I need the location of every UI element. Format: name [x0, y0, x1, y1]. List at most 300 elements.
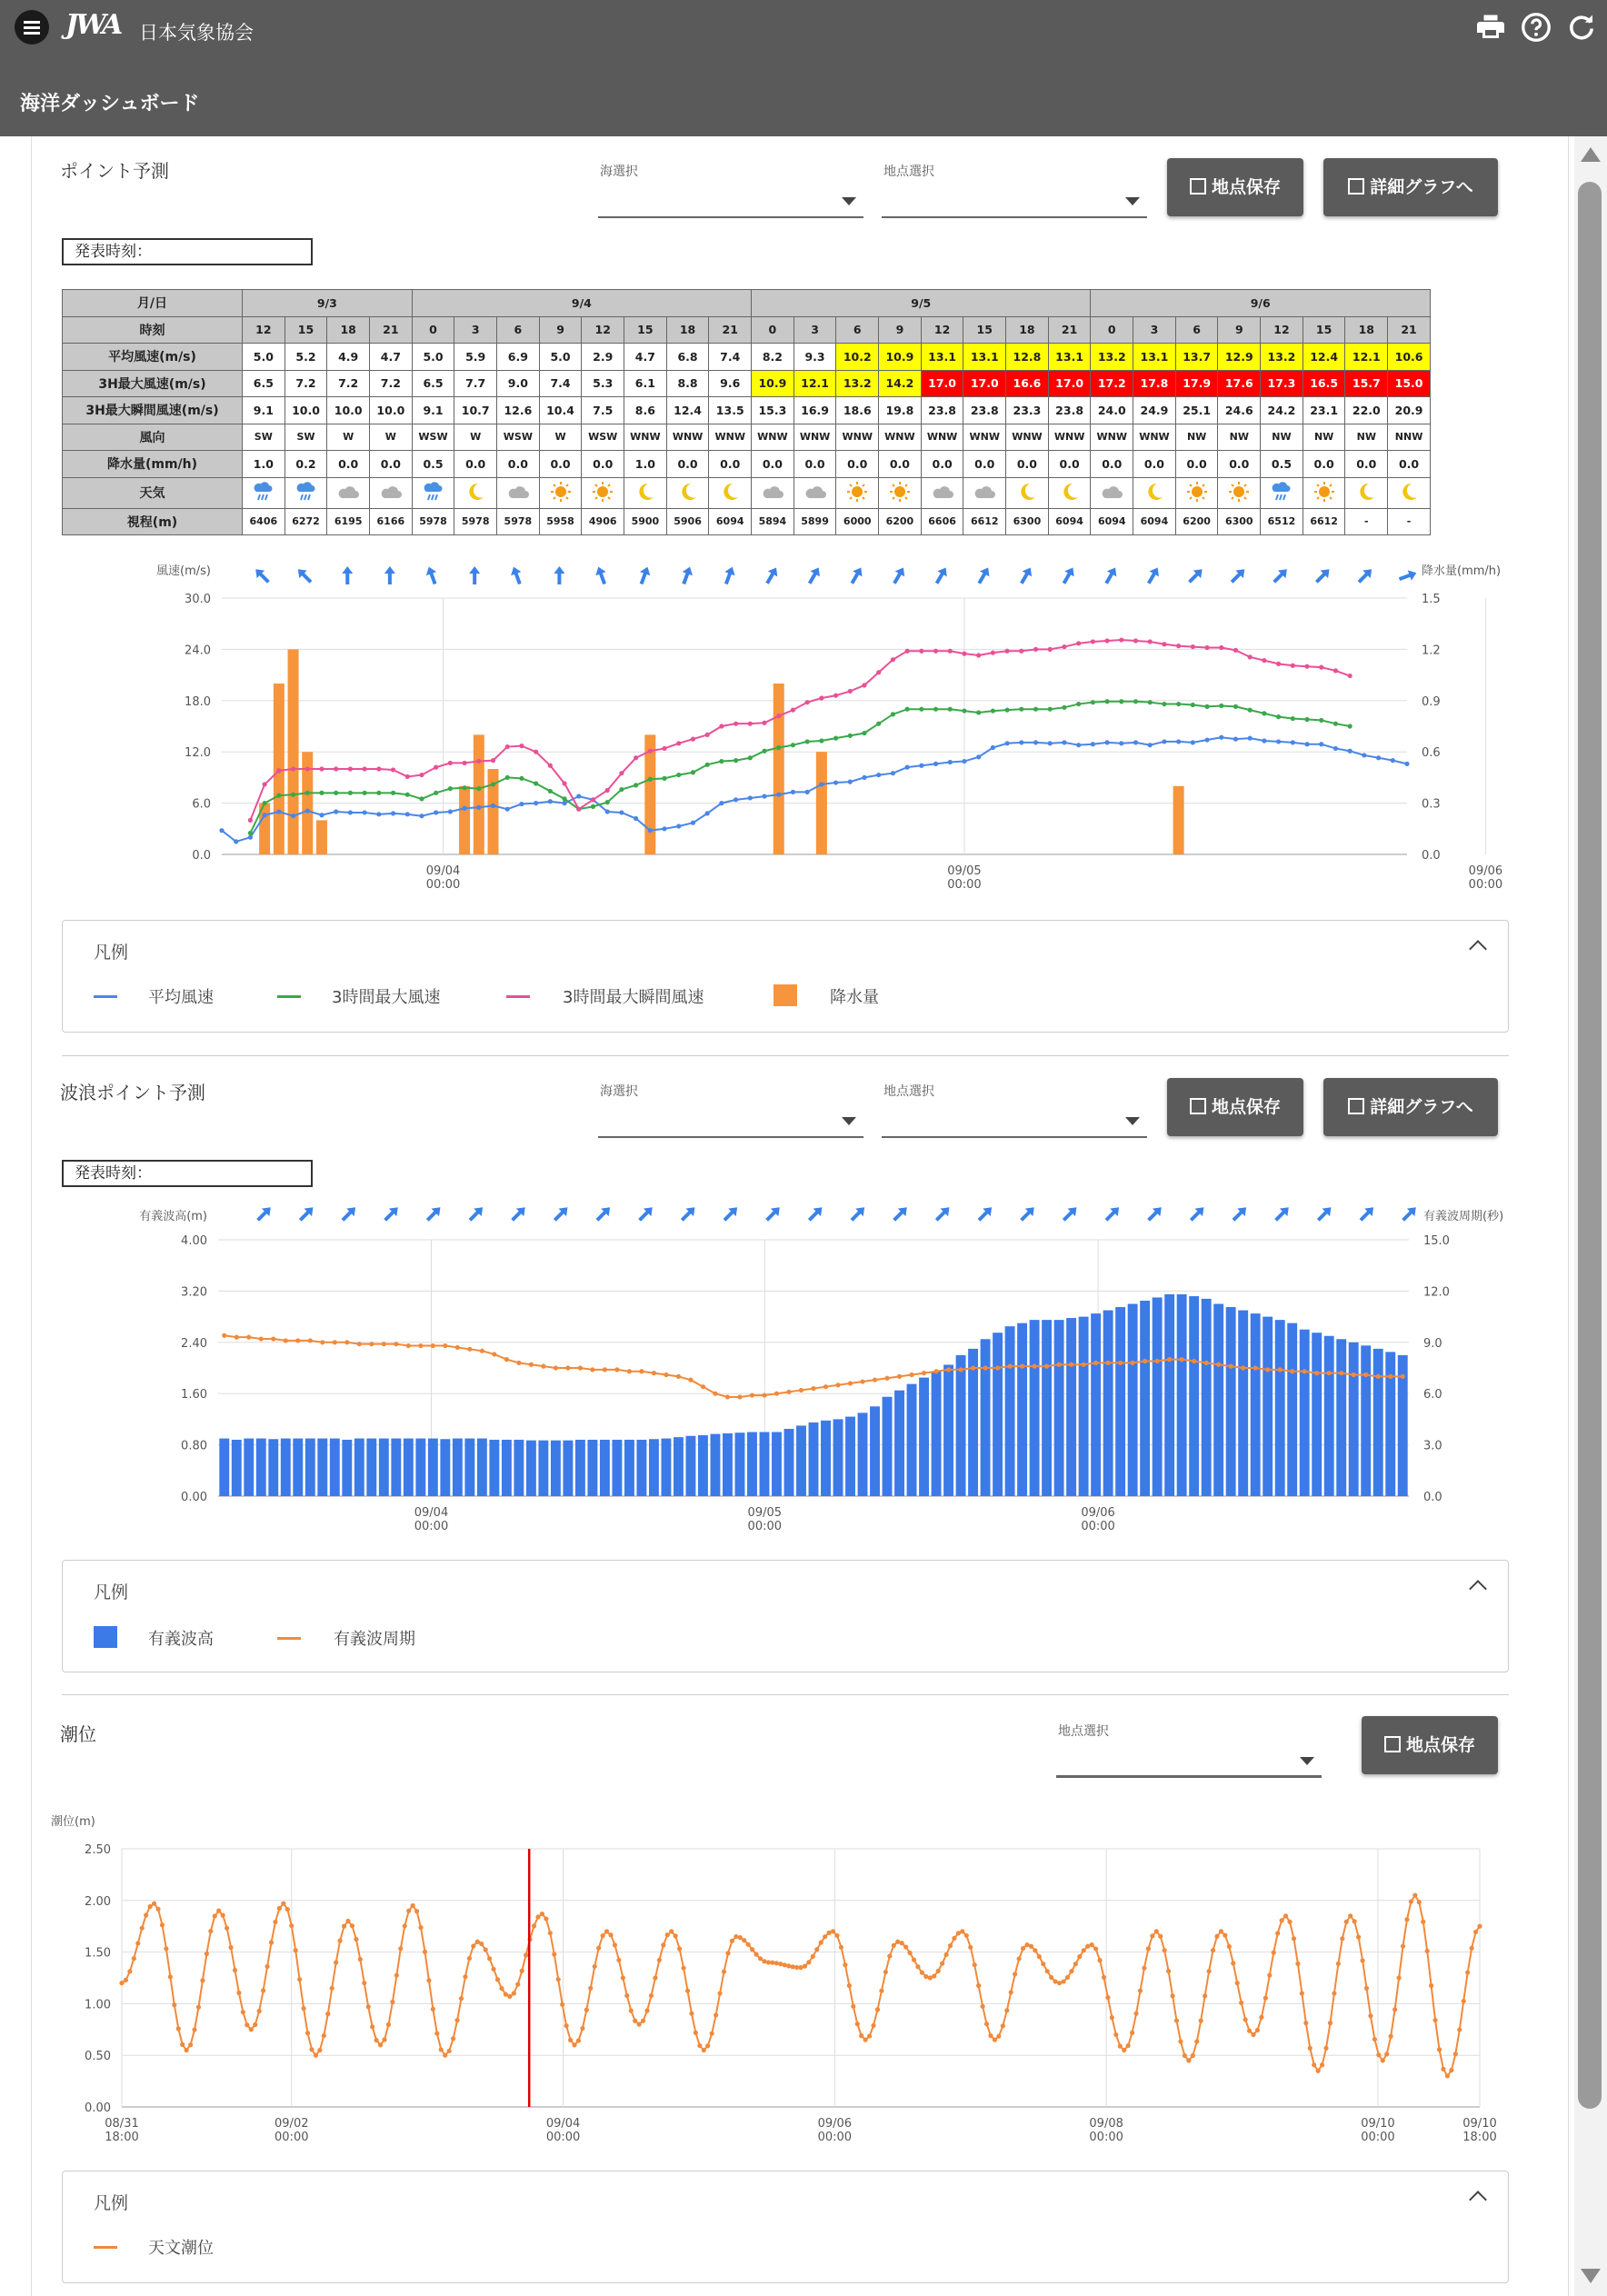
data-point [748, 755, 753, 760]
print-icon[interactable] [1474, 11, 1507, 44]
data-point [391, 791, 395, 795]
data-point [451, 2036, 455, 2041]
data-point [196, 2005, 201, 2010]
scrollbar[interactable] [1574, 136, 1607, 2296]
data-point [394, 1342, 398, 1346]
arrow-shape [1313, 565, 1333, 586]
wave-height-bar [1202, 1299, 1212, 1496]
table-cell: WNW [1048, 424, 1091, 451]
wave-height-bar [538, 1441, 548, 1496]
wind-arrow-icon [469, 566, 480, 584]
data-point [535, 1914, 540, 1919]
data-point [1308, 2046, 1313, 2051]
data-point [284, 1338, 288, 1343]
data-point [479, 1942, 484, 1946]
data-point [228, 1945, 233, 1950]
save-point-button[interactable]: 地点保存 [1167, 158, 1303, 216]
data-point [1384, 2051, 1389, 2056]
data-point [1033, 647, 1038, 652]
data-point [289, 1923, 294, 1928]
wind-arrow-icon [679, 565, 695, 586]
wave-direction-arrow-icon [1060, 1203, 1081, 1224]
tide-point-select[interactable] [1056, 1722, 1322, 1778]
data-point [1473, 1930, 1478, 1934]
data-point [750, 1393, 754, 1397]
table-cell: 6094 [709, 508, 752, 535]
wave-direction-arrow-icon [635, 1203, 656, 1224]
detail-graph-button[interactable]: 詳細グラフへ [1323, 158, 1498, 216]
data-point [564, 2023, 569, 2028]
wind-arrow-icon [384, 566, 395, 584]
table-cell: 13.1 [1133, 344, 1176, 371]
data-point [980, 2004, 984, 2009]
wind-arrow-icon [1228, 565, 1249, 586]
wave-direction-arrow-icon [424, 1203, 444, 1224]
arrow-shape [1314, 1203, 1335, 1224]
data-point [691, 770, 695, 774]
wave-height-bar [354, 1439, 364, 1496]
wave-direction-arrow-icon [1103, 1203, 1123, 1224]
data-point [676, 773, 681, 777]
wave-height-bar [1153, 1297, 1163, 1496]
table-cell: 14.2 [879, 370, 922, 397]
wave-height-bar [514, 1440, 524, 1496]
wave-height-bar [919, 1378, 929, 1496]
wave-height-bar [330, 1439, 340, 1496]
table-cell: 5899 [794, 508, 836, 535]
data-point [499, 1986, 504, 1991]
app-bar [0, 0, 1607, 136]
menu-icon[interactable] [15, 10, 49, 45]
table-cell: 9.6 [709, 370, 752, 397]
rain-bar [474, 734, 484, 854]
table-cell: 5900 [624, 508, 667, 535]
wave-direction-arrow-icon [594, 1203, 614, 1224]
data-point [962, 652, 966, 656]
wind-legend [62, 920, 1509, 1033]
data-point [1122, 2048, 1126, 2052]
data-point [320, 1340, 324, 1344]
tide-save-point-button[interactable]: 地点保存 [1362, 1716, 1498, 1774]
data-point [1327, 1371, 1332, 1375]
data-point [1376, 755, 1381, 760]
data-point [448, 809, 453, 814]
data-point [823, 1934, 827, 1939]
data-point [823, 1384, 828, 1389]
moon-weather-icon [1354, 481, 1378, 503]
data-point [1247, 2029, 1252, 2033]
table-cell [1303, 477, 1345, 508]
wave-direction-arrow-icon [1144, 1203, 1165, 1224]
arrow-shape [1059, 564, 1077, 585]
data-point [1376, 1374, 1381, 1379]
table-cell: 21 [1388, 316, 1431, 344]
table-cell: W [327, 424, 370, 451]
data-point [590, 1367, 594, 1372]
table-cell: 15 [284, 316, 327, 344]
moon-weather-icon [1015, 481, 1039, 503]
table-cell: 21 [370, 316, 413, 344]
wave-direction-arrow-icon [975, 1203, 996, 1224]
data-point [1004, 2008, 1009, 2012]
data-point [596, 1946, 601, 1951]
data-point [463, 1974, 467, 1979]
data-point [248, 835, 253, 840]
arrow-shape [1271, 565, 1292, 586]
data-point [976, 754, 981, 759]
data-point [871, 2023, 875, 2028]
wave-height-bar [1238, 1311, 1248, 1496]
data-point [576, 807, 581, 812]
data-point [805, 700, 810, 704]
table-cell: WSW [582, 424, 624, 451]
wave-direction-arrow-icon [466, 1203, 487, 1224]
arrow-shape [975, 1203, 996, 1224]
table-cell: 17.0 [963, 370, 1006, 397]
data-point [235, 1335, 239, 1340]
open-external-icon [1348, 1098, 1364, 1114]
data-point [762, 749, 766, 754]
data-point [1243, 2017, 1248, 2021]
data-point [694, 2031, 698, 2035]
forecast-table [62, 289, 1431, 535]
data-point [1235, 1981, 1240, 1985]
wind-arrow-icon [252, 565, 273, 586]
data-point [1191, 703, 1195, 707]
table-cell: 24.6 [1218, 397, 1261, 424]
wave-height-bar [453, 1439, 463, 1496]
data-point [411, 1903, 415, 1908]
data-point [847, 1983, 852, 1988]
data-point [710, 2031, 714, 2036]
wave-height-bar [1164, 1294, 1174, 1496]
data-point [319, 766, 324, 771]
y-tick-label: 24.0 [185, 644, 211, 658]
table-cell: - [1345, 508, 1388, 535]
scroll-thumb[interactable] [1578, 182, 1602, 2109]
data-point [730, 1939, 734, 1943]
table-cell: 13.1 [963, 344, 1006, 371]
data-point [484, 1947, 488, 1952]
refresh-icon[interactable] [1565, 11, 1598, 44]
data-point [1391, 758, 1395, 763]
data-point [1118, 2044, 1123, 2049]
point-select[interactable] [882, 162, 1147, 218]
wave-height-bar [612, 1440, 622, 1496]
chevron-up-icon[interactable] [1469, 2191, 1487, 2209]
data-point [541, 1364, 545, 1369]
data-point [805, 739, 810, 744]
table-cell: 3 [1133, 316, 1176, 344]
data-point [1429, 1983, 1433, 1988]
table-cell [1175, 477, 1218, 508]
data-point [1057, 1363, 1062, 1367]
y-tick-label: 30.0 [185, 593, 211, 606]
data-point [1381, 2058, 1385, 2062]
table-cell: 0.0 [370, 451, 413, 478]
wave-height-bar [1140, 1301, 1150, 1496]
data-point [1178, 2039, 1183, 2043]
data-point [588, 1986, 593, 1991]
data-point [1388, 1374, 1392, 1379]
table-cell [836, 477, 879, 508]
data-point [314, 2053, 318, 2058]
data-point [391, 811, 395, 815]
data-point [205, 1952, 209, 1956]
data-point [819, 1941, 823, 1945]
table-cell: 15 [624, 316, 667, 344]
data-point [1194, 2039, 1199, 2043]
table-cell: 0.0 [1175, 451, 1218, 478]
table-cell: NW [1303, 424, 1345, 451]
table-cell: WNW [1091, 424, 1133, 451]
data-point [277, 1906, 282, 1911]
data-point [662, 746, 666, 751]
wave-height-bar [1066, 1318, 1076, 1496]
table-cell: 13.2 [836, 370, 879, 397]
chevron-up-icon[interactable] [1469, 940, 1487, 958]
table-cell: 6094 [1133, 508, 1176, 535]
data-point [639, 1369, 644, 1373]
wave-height-bar [1226, 1307, 1236, 1496]
data-point [593, 1964, 597, 1969]
arrow-shape [1272, 1203, 1293, 1224]
chevron-down-icon [1125, 197, 1140, 205]
x-tick-label: 00:00 [747, 1520, 783, 1533]
data-point [1110, 2015, 1114, 2020]
data-point [851, 2004, 855, 2009]
org-name: 日本気象協会 [139, 22, 254, 44]
y-tick-label: 2.50 [85, 1843, 111, 1857]
data-point [1219, 704, 1223, 708]
data-point [948, 649, 953, 654]
wave-height-bar [366, 1439, 376, 1496]
table-cell [752, 477, 794, 508]
x-tick-label: 09/06 [1468, 864, 1503, 878]
table-cell: 19.8 [879, 397, 922, 424]
data-point [1174, 2018, 1179, 2022]
data-point [225, 1926, 229, 1931]
wave-detail-graph-button[interactable]: 詳細グラフへ [1323, 1078, 1498, 1136]
table-cell: 4906 [582, 508, 624, 535]
data-point [1304, 742, 1309, 746]
table-cell: 25.1 [1175, 397, 1218, 424]
wave-point-select[interactable] [882, 1082, 1147, 1138]
wave-height-bar [489, 1440, 499, 1496]
x-tick-label: 09/04 [414, 1506, 449, 1520]
data-point [734, 797, 738, 802]
table-cell [412, 477, 454, 508]
data-point [1033, 707, 1038, 712]
data-point [406, 1909, 411, 1913]
arrow-shape [636, 565, 653, 586]
data-point [791, 1964, 795, 1969]
table-cell: WNW [624, 424, 667, 451]
data-point [603, 1367, 607, 1372]
data-point [144, 1912, 148, 1917]
rain-bar [288, 649, 299, 854]
chevron-up-icon[interactable] [1469, 1580, 1487, 1598]
data-point [956, 1931, 961, 1935]
data-point [572, 2042, 576, 2047]
data-point [1303, 2021, 1308, 2025]
data-point [984, 2021, 989, 2026]
data-point [791, 708, 795, 713]
chevron-down-icon [1300, 1757, 1314, 1765]
data-point [664, 1373, 668, 1377]
table-row [63, 424, 1431, 451]
data-point [467, 1347, 472, 1352]
cloud-weather-icon [379, 481, 403, 503]
table-cell: 5.0 [243, 344, 285, 371]
data-point [1425, 1949, 1430, 1953]
data-point [405, 774, 410, 779]
wave-height-bar [563, 1441, 573, 1496]
data-point [1104, 699, 1109, 704]
wave-area-select[interactable] [598, 1082, 863, 1138]
area-select[interactable] [598, 162, 863, 218]
wind-arrow-icon [1271, 565, 1292, 586]
rain-bar [316, 820, 327, 854]
row-header: 平均風速(m/s) [63, 344, 243, 371]
data-point [1348, 749, 1352, 754]
table-cell: 10.6 [1388, 344, 1431, 371]
data-point [652, 1371, 656, 1375]
tide-section-title: 潮位 [60, 1723, 96, 1745]
table-cell: 6.1 [624, 370, 667, 397]
arrow-shape [1102, 564, 1120, 585]
data-point [923, 1974, 928, 1979]
table-cell: 24.0 [1091, 397, 1133, 424]
table-cell: 0.0 [836, 451, 879, 478]
wave-direction-arrow-icon [933, 1203, 953, 1224]
data-point [962, 708, 966, 713]
wave-height-bar [858, 1413, 868, 1496]
data-point [1091, 700, 1095, 704]
table-cell: 6094 [1048, 508, 1091, 535]
wave-height-bar [575, 1440, 585, 1496]
data-point [1348, 674, 1352, 678]
data-point [1091, 639, 1095, 644]
scroll-up-icon[interactable] [1581, 147, 1601, 162]
scroll-down-icon[interactable] [1581, 2269, 1601, 2283]
data-point [1057, 1981, 1062, 1985]
table-cell [1048, 477, 1091, 508]
wave-direction-arrow-icon [763, 1203, 784, 1224]
table-cell: 10.0 [327, 397, 370, 424]
data-point [688, 1378, 693, 1383]
data-point [933, 762, 938, 766]
data-point [519, 776, 524, 781]
table-cell: 13.7 [1175, 344, 1218, 371]
data-point [253, 2022, 257, 2027]
row-header: 視程(m) [63, 508, 243, 535]
data-point [1272, 1951, 1276, 1955]
table-cell [963, 477, 1006, 508]
point-select-label: 地点選択 [883, 1084, 934, 1099]
data-point [1340, 1936, 1344, 1941]
table-cell: 9.0 [497, 370, 540, 397]
data-point [295, 1338, 300, 1343]
legend-swatch [94, 1626, 117, 1648]
table-cell: 9 [1218, 316, 1261, 344]
data-point [447, 2049, 452, 2053]
table-cell: 0.0 [497, 451, 540, 478]
data-point [1233, 737, 1238, 742]
data-point [434, 765, 438, 770]
save-icon [1384, 1736, 1401, 1752]
data-point [1319, 718, 1323, 723]
x-tick-label: 00:00 [425, 878, 461, 892]
arrow-shape [890, 1203, 911, 1224]
x-tick-label: 00:00 [274, 2131, 309, 2144]
data-point [221, 1913, 225, 1918]
data-point [619, 787, 624, 792]
data-point [1291, 716, 1295, 721]
y-tick-label: 1.00 [85, 1998, 111, 2012]
data-point [605, 788, 610, 793]
data-point [382, 1342, 386, 1346]
y2-tick-label: 1.5 [1422, 593, 1441, 606]
data-point [605, 800, 610, 804]
data-point [1248, 654, 1253, 659]
data-point [1133, 638, 1138, 643]
data-point [1133, 699, 1138, 704]
data-point [653, 1975, 657, 1980]
help-icon[interactable] [1520, 11, 1552, 44]
table-cell: 5.9 [454, 344, 497, 371]
wave-height-bar [1017, 1323, 1027, 1496]
arrow-shape [1357, 1203, 1378, 1224]
table-cell: WNW [709, 424, 752, 451]
wave-height-bar [1091, 1313, 1101, 1496]
data-point [338, 1939, 343, 1943]
arrow-shape [252, 565, 273, 586]
data-point [604, 1929, 609, 1933]
data-point [1032, 1364, 1036, 1369]
data-point [933, 649, 938, 654]
data-point [319, 791, 324, 795]
data-point [776, 745, 781, 750]
data-point [562, 781, 566, 785]
data-point [390, 2000, 394, 2004]
table-cell: 5.0 [412, 344, 454, 371]
arrow-shape [594, 565, 610, 586]
data-point [325, 2011, 330, 2016]
wave-save-point-button[interactable]: 地点保存 [1167, 1078, 1303, 1136]
table-cell: 12.4 [666, 397, 709, 424]
table-cell: 6000 [836, 508, 879, 535]
data-point [276, 768, 281, 773]
data-point [677, 1946, 682, 1951]
data-point [892, 1943, 896, 1948]
data-point [1333, 668, 1338, 673]
data-point [263, 782, 267, 786]
data-point [297, 1977, 302, 1982]
arrow-shape [763, 1203, 784, 1224]
save-icon [1190, 178, 1206, 195]
table-cell: 0.0 [1091, 451, 1133, 478]
table-cell: 18 [327, 316, 370, 344]
x-tick-label: 08/31 [105, 2117, 139, 2131]
table-cell: 10.0 [370, 397, 413, 424]
data-point [1303, 1369, 1307, 1373]
table-cell [1133, 477, 1176, 508]
data-point [674, 1933, 678, 1938]
table-cell: 23.1 [1303, 397, 1345, 424]
table-cell: 12.9 [1218, 344, 1261, 371]
data-point [1441, 2067, 1445, 2071]
